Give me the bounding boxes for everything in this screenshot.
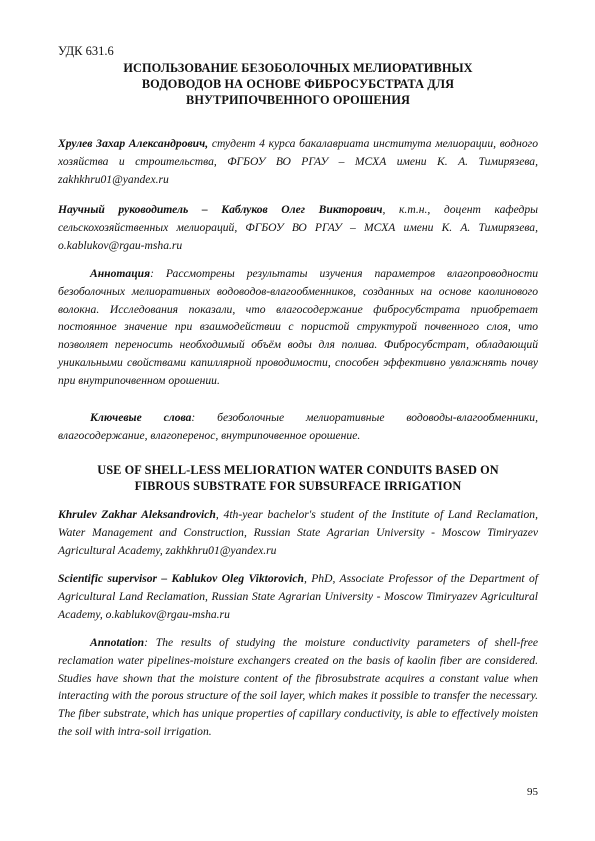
abstract-ru [58, 265, 538, 390]
title-english [58, 462, 538, 494]
keywords-label-ru: Ключевые слова [90, 411, 192, 424]
udk-code: УДК 631.6 [58, 44, 114, 58]
supervisor-details-ru: , к.т.н., доцент кафедры сельскохозяйственных мелиораций, ФГБОУ ВО РГАУ – МСХА имени К. А. Тимирязева, o.kablukov@rgau-msha.ru [58, 203, 538, 252]
author-block-ru [58, 135, 538, 188]
abstract-text-en: : The results of studying the moisture conductivity parameters of shell-free reclamation water pipelines-moisture exchangers created on the basis of kaolin fiber are considered. Studies have shown that the moisture content of the fibrosubstrate acquires a constant value when interacting with the porous structure of the soil layer, which makes it possible to transfer the necessary. The fiber substrate, which has unique properties of capillary conductivity, is able to effectively moisten the soil with intra-soil irrigation. [58, 636, 538, 738]
title-ru-line-3: ВНУТРИПОЧВЕННОГО ОРОШЕНИЯ [186, 93, 410, 107]
title-en-line-1: USE OF SHELL-LESS MELIORATION WATER CONDUITS BASED ON [97, 463, 499, 477]
author-block-en [58, 506, 538, 559]
keywords-text-ru: : безоболочные мелиоративные водоводы-влагообменники, влагосодержание, влагоперенос, внутрипочвенное орошение. [58, 411, 538, 442]
supervisor-details-en: , PhD, Associate Professor of the Department of Agricultural Land Reclamation, Russian State Agrarian University - Moscow Timiryazev Agricultural Academy, o.kablukov@rgau-msha.ru [58, 572, 538, 621]
supervisor-name-ru: Научный руководитель – Каблуков Олег Викторович [58, 203, 383, 216]
supervisor-name-en: Scientific supervisor – Kablukov Oleg Viktorovich [58, 572, 304, 585]
abstract-en [58, 634, 538, 741]
abstract-text-ru: : Рассмотрены результаты изучения параметров влагопроводности безоболочных мелиоративных водоводов-влагообменников, созданных на основе каолинового волокна. Исследования показали, что влагосодержание фибросубстрата приобретает постоянное значение при взаимодействии с пористой структурой почвенного слоя, что позволяет переносить необходимый объём воды для полива. Фибросубстрат, обладающий уникальными свойствами капиллярной проводимости, способен эффективно увлажнять почву при внутрипочвенном орошении. [58, 267, 538, 387]
author-name-en: Khrulev Zakhar Aleksandrovich [58, 508, 216, 521]
title-ru-line-1: ИСПОЛЬЗОВАНИЕ БЕЗОБОЛОЧНЫХ МЕЛИОРАТИВНЫХ [123, 61, 473, 75]
supervisor-block-en [58, 570, 538, 623]
author-name-ru: Хрулев Захар Александрович, [58, 137, 209, 150]
author-details-en: , 4th-year bachelor's student of the Institute of Land Reclamation, Water Management and Construction, Russian State Agrarian University - Moscow Timiryazev Agricultural Academy, zakhkhru01@yandex.ru [58, 508, 538, 557]
title-en-line-2: FIBROUS SUBSTRATE FOR SUBSURFACE IRRIGATION [134, 479, 462, 493]
abstract-label-ru: Аннотация [90, 267, 151, 280]
title-russian [58, 60, 538, 108]
supervisor-block-ru [58, 201, 538, 254]
title-ru-line-2: ВОДОВОДОВ НА ОСНОВЕ ФИБРОСУБСТРАТА ДЛЯ [141, 77, 455, 91]
keywords-ru [58, 409, 538, 445]
abstract-label-en: Annotation [90, 636, 145, 649]
page-number: 95 [527, 786, 538, 798]
author-details-ru: студент 4 курса бакалавриата института мелиорации, водного хозяйства и строительства, ФГБОУ ВО РГАУ – МСХА имени К. А. Тимирязева, zakhkhru01@yandex.ru [58, 137, 538, 186]
